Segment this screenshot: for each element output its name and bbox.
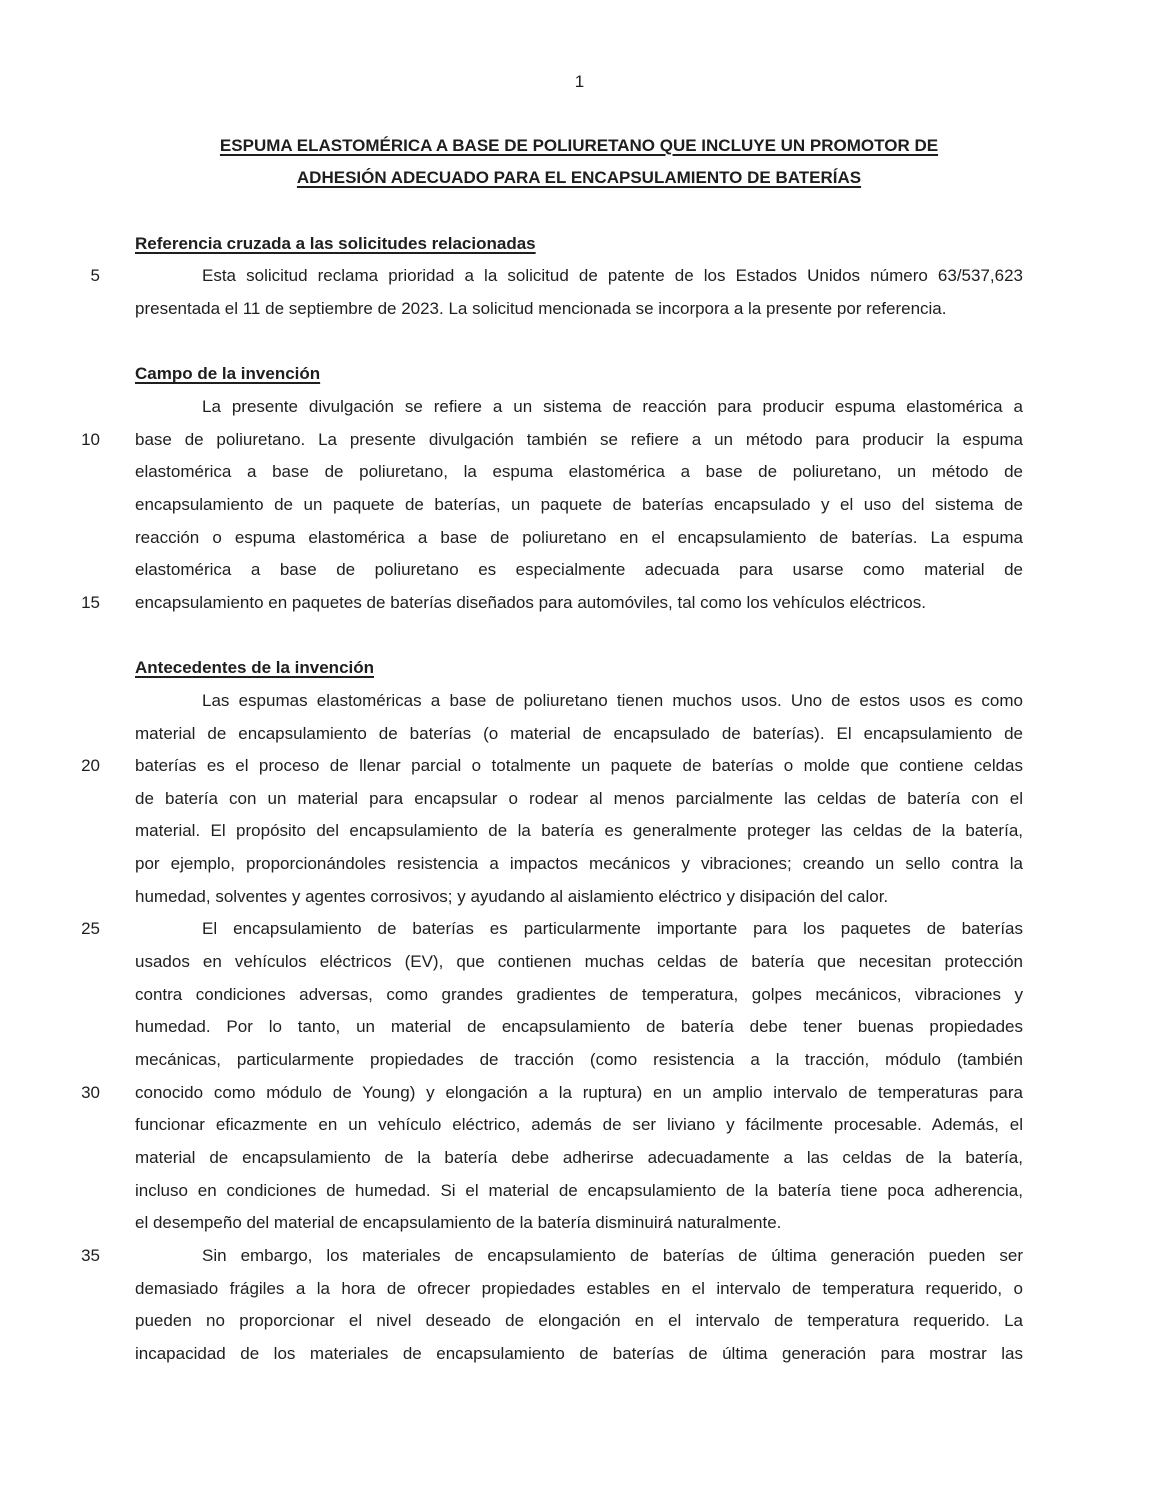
document-title-row (135, 130, 1023, 163)
line-text: encapsulamiento de un paquete de baterías, un paquete de baterías encapsulado y el uso del sistema de (135, 494, 1023, 514)
line-number: 5 (90, 266, 100, 286)
text-line (135, 1207, 1023, 1240)
line-text: humedad, solventes y agentes corrosivos; y ayudando al aislamiento eléctrico y disipación del calor. (135, 886, 889, 906)
text-line (135, 522, 1023, 555)
blank-line (135, 195, 1023, 228)
text-line (135, 1011, 1023, 1044)
line-text: elastomérica a base de poliuretano, la espuma elastomérica a base de poliuretano, un método de (135, 462, 1023, 482)
line-text: material de encapsulamiento de baterías (o material de encapsulado de baterías). El encapsulamiento de (135, 723, 1023, 743)
line-text: conocido como módulo de Young) y elongación a la ruptura) en un amplio intervalo de temperaturas para (135, 1082, 1023, 1102)
line-text: mecánicas, particularmente propiedades de tracción (como resistencia a la tracción, módulo (también (135, 1050, 1023, 1070)
text-line (135, 1305, 1023, 1338)
line-text: demasiado frágiles a la hora de ofrecer propiedades estables en el intervalo de temperatura requerido, o (135, 1278, 1023, 1298)
text-line (135, 685, 1023, 718)
text-line (90, 260, 1023, 293)
text-line (135, 718, 1023, 751)
line-number: 30 (81, 1082, 100, 1102)
blank-line (135, 620, 1023, 653)
text-line (135, 1109, 1023, 1142)
line-text: La presente divulgación se refiere a un sistema de reacción para producir espuma elastomérica a (202, 396, 1023, 416)
line-text: encapsulamiento en paquetes de baterías diseñados para automóviles, tal como los vehículos eléctricos. (135, 592, 926, 612)
line-text: pueden no proporcionar el nivel deseado de elongación en el intervalo de temperatura requerido. La (135, 1311, 1023, 1331)
text-line (135, 783, 1023, 816)
text-line (135, 848, 1023, 881)
line-text: de batería con un material para encapsular o rodear al menos parcialmente las celdas de batería con el (135, 788, 1023, 808)
document-body (81, 130, 1023, 1371)
line-number: 25 (81, 919, 100, 939)
line-number: 10 (81, 429, 100, 449)
line-text: humedad. Por lo tanto, un material de encapsulamiento de batería debe tener buenas propiedades (135, 1017, 1023, 1037)
line-text: incluso en condiciones de humedad. Si el material de encapsulamiento de la batería tiene poca adherencia, (135, 1180, 1023, 1200)
text-line (135, 554, 1023, 587)
text-line (135, 1044, 1023, 1077)
text-line (135, 815, 1023, 848)
section-heading: Campo de la invención (135, 364, 321, 384)
line-text: funcionar eficazmente en un vehículo eléctrico, además de ser liviano y fácilmente procesable. Además, el (135, 1115, 1023, 1135)
text-line (81, 913, 1023, 946)
text-line (81, 750, 1023, 783)
text-line (81, 587, 1023, 620)
text-line (135, 456, 1023, 489)
line-text: Las espumas elastoméricas a base de poliuretano tienen muchos usos. Uno de estos usos es como (202, 690, 1023, 710)
line-text: presentada el 11 de septiembre de 2023. La solicitud mencionada se incorpora a la presente por referencia. (135, 298, 947, 318)
line-text: material. El propósito del encapsulamiento de la batería es generalmente proteger las celdas de la batería, (135, 821, 1023, 841)
text-line (81, 1240, 1023, 1273)
text-line (135, 391, 1023, 424)
line-text: base de poliuretano. La presente divulgación también se refiere a un método para producir la espuma (135, 429, 1023, 449)
line-text: Esta solicitud reclama prioridad a la solicitud de patente de los Estados Unidos número 63/537,623 (202, 266, 1023, 286)
text-line (135, 1338, 1023, 1371)
text-line (135, 293, 1023, 326)
page-number: 1 (574, 72, 585, 91)
text-line (81, 1077, 1023, 1110)
section-heading: Antecedentes de la invención (135, 658, 375, 678)
line-number: 35 (81, 1246, 100, 1265)
line-text: incapacidad de los materiales de encapsulamiento de baterías de última generación para mostrar las (135, 1343, 1023, 1363)
line-text: reacción o espuma elastomérica a base de poliuretano en el encapsulamiento de baterías. La espuma (135, 527, 1023, 547)
text-line (135, 881, 1023, 914)
section-heading-row (135, 358, 1023, 391)
line-text: baterías es el proceso de llenar parcial o totalmente un paquete de baterías o molde que contiene celdas (135, 756, 1023, 776)
line-text: contra condiciones adversas, como grandes gradientes de temperatura, golpes mecánicos, vibraciones y (135, 984, 1023, 1004)
section-heading-row (135, 228, 1023, 261)
document-title-row (135, 162, 1023, 195)
line-text: el desempeño del material de encapsulamiento de la batería disminuirá naturalmente. (135, 1213, 782, 1233)
line-number: 20 (81, 756, 100, 776)
blank-line (135, 326, 1023, 359)
line-text: usados en vehículos eléctricos (EV), que contienen muchas celdas de batería que necesitan protección (135, 952, 1023, 972)
line-number: 15 (81, 592, 100, 612)
section-heading: Referencia cruzada a las solicitudes relacionadas (135, 233, 536, 253)
document-title-line: ADHESIÓN ADECUADO PARA EL ENCAPSULAMIENTO DE BATERÍAS (296, 168, 862, 188)
text-line (135, 1175, 1023, 1208)
document-title-line: ESPUMA ELASTOMÉRICA A BASE DE POLIURETANO QUE INCLUYE UN PROMOTOR DE (219, 135, 939, 155)
line-text: elastomérica a base de poliuretano es especialmente adecuada para usarse como material de (135, 560, 1023, 580)
section-heading-row (135, 652, 1023, 685)
text-line (135, 1142, 1023, 1175)
line-text: Sin embargo, los materiales de encapsulamiento de baterías de última generación pueden ser (202, 1246, 1023, 1265)
line-text: material de encapsulamiento de la batería debe adherirse adecuadamente a las celdas de la batería, (135, 1148, 1023, 1168)
text-line (81, 424, 1023, 457)
text-line (135, 489, 1023, 522)
text-line (135, 979, 1023, 1012)
line-text: por ejemplo, proporcionándoles resistencia a impactos mecánicos y vibraciones; creando un sello contra la (135, 854, 1023, 874)
line-text: El encapsulamiento de baterías es particularmente importante para los paquetes de baterías (202, 919, 1023, 939)
text-line (135, 1273, 1023, 1306)
text-line (135, 946, 1023, 979)
